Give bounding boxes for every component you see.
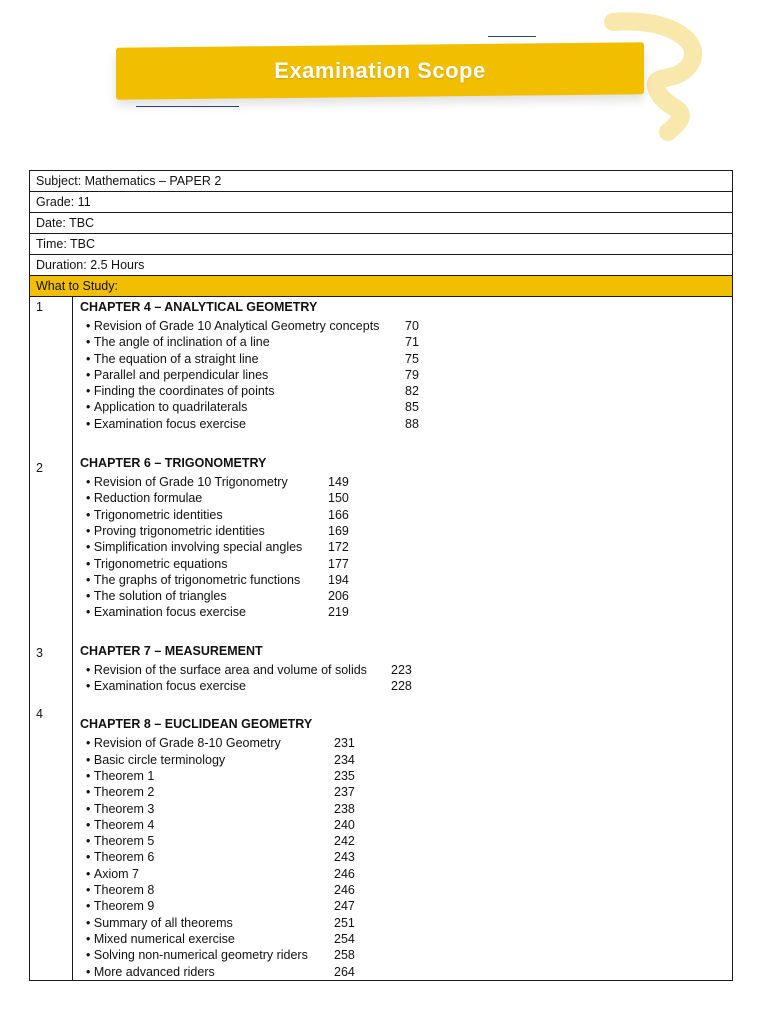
item-text: More advanced riders <box>93 964 215 979</box>
list-item: • Theorem 2 237 <box>86 785 355 800</box>
item-page: 234 <box>334 752 355 767</box>
item-page: 82 <box>405 384 419 399</box>
item-page: 219 <box>328 605 349 620</box>
item-page: 88 <box>405 416 419 431</box>
item-text: Theorem 9 <box>93 899 155 914</box>
item-text: Finding the coordinates of points <box>93 384 275 399</box>
item-text: Application to quadrilaterals <box>93 400 248 415</box>
item-page: 254 <box>334 931 355 946</box>
what-to-study-cell: What to Study: <box>30 276 733 297</box>
item-page: 150 <box>328 491 349 506</box>
item-text: Revision of the surface area and volume of solids <box>93 662 367 677</box>
item-page: 71 <box>405 335 419 350</box>
item-page: 237 <box>334 785 355 800</box>
chapter-section <box>79 715 726 979</box>
item-page: 251 <box>334 915 355 930</box>
list-item: • Examination focus exercise 228 <box>86 679 412 694</box>
item-text: Mixed numerical exercise <box>93 931 235 946</box>
list-item: • Theorem 6 243 <box>86 850 355 865</box>
item-text: Examination focus exercise <box>93 679 247 694</box>
item-text: Proving trigonometric identities <box>93 523 265 538</box>
item-text: Examination focus exercise <box>93 416 247 431</box>
list-item: • The graphs of trigonometric functions 194 <box>86 572 349 587</box>
list-item: • Application to quadrilaterals 85 <box>86 400 419 415</box>
item-page: 240 <box>334 817 355 832</box>
list-item: • Revision of Grade 10 Trigonometry 149 <box>86 475 349 490</box>
item-page: 264 <box>334 964 355 979</box>
item-page: 242 <box>334 834 355 849</box>
item-text: Revision of Grade 10 Analytical Geometry concepts <box>93 319 380 333</box>
item-text: Reduction formulae <box>93 491 203 506</box>
item-page: 85 <box>405 400 419 415</box>
chapter-section <box>79 642 726 695</box>
list-item: • Simplification involving special angles 172 <box>86 540 349 555</box>
list-item: • Theorem 8 246 <box>86 883 355 898</box>
list-item: • Parallel and perpendicular lines 79 <box>86 367 419 382</box>
chapter-section <box>79 454 726 621</box>
list-item: • Theorem 9 247 <box>86 899 355 914</box>
item-text: The solution of triangles <box>93 589 227 604</box>
list-item: • Axiom 7 246 <box>86 866 355 881</box>
list-item: • The solution of triangles 206 <box>86 589 349 604</box>
item-page: 75 <box>405 351 419 366</box>
item-page: 235 <box>334 768 355 783</box>
list-item: • The equation of a straight line 75 <box>86 351 419 366</box>
item-text: Revision of Grade 10 Trigonometry <box>93 475 288 490</box>
item-text: The angle of inclination of a line <box>93 335 270 350</box>
item-text: Solving non-numerical geometry riders <box>93 948 308 963</box>
list-item: • Revision of the surface area and volume of solids 223 <box>86 662 412 677</box>
item-page: 258 <box>334 948 355 963</box>
item-page: 231 <box>334 736 355 751</box>
list-item: • Theorem 4 240 <box>86 817 355 832</box>
item-page: 149 <box>328 475 349 490</box>
item-page: 79 <box>405 367 419 382</box>
list-item: • Basic circle terminology 234 <box>86 752 355 767</box>
item-text: Axiom 7 <box>93 866 140 881</box>
decorative-line-top <box>488 36 536 37</box>
item-page: 246 <box>334 883 355 898</box>
list-item: • Examination focus exercise 88 <box>86 416 419 431</box>
date-cell: Date: TBC <box>30 213 733 234</box>
list-item: • Trigonometric identities 166 <box>86 507 349 522</box>
item-text: Theorem 5 <box>93 834 155 849</box>
item-page: 172 <box>328 540 349 555</box>
item-page: 177 <box>328 556 349 571</box>
item-page: 206 <box>328 589 349 604</box>
item-page: 238 <box>334 801 355 816</box>
item-text: Simplification involving special angles <box>93 540 303 555</box>
item-page: 194 <box>328 572 349 587</box>
item-page: 228 <box>391 679 412 694</box>
list-item: • Revision of Grade 10 Analytical Geometry concepts 70 <box>86 319 419 333</box>
item-page: 169 <box>328 523 349 538</box>
list-item: • Examination focus exercise 219 <box>86 605 349 620</box>
grade-cell: Grade: 11 <box>30 192 733 213</box>
chapter-number: 2 <box>36 461 43 475</box>
item-text: Basic circle terminology <box>93 752 226 767</box>
list-item: • The angle of inclination of a line 71 <box>86 335 419 350</box>
item-text: Examination focus exercise <box>93 605 247 620</box>
chapter-number: 3 <box>36 646 43 660</box>
list-item: • Finding the coordinates of points 82 <box>86 384 419 399</box>
chapter-title: CHAPTER 8 – EUCLIDEAN GEOMETRY <box>80 717 313 732</box>
chapter-title: CHAPTER 6 – TRIGONOMETRY <box>80 456 267 471</box>
subject-cell: Subject: Mathematics – PAPER 2 <box>30 171 733 192</box>
item-text: Theorem 4 <box>93 817 155 832</box>
item-page: 243 <box>334 850 355 865</box>
page-title: Examination Scope <box>274 58 486 83</box>
item-text: Summary of all theorems <box>93 915 233 930</box>
item-text: The graphs of trigonometric functions <box>93 572 301 587</box>
item-text: Theorem 6 <box>93 850 155 865</box>
duration-cell: Duration: 2.5 Hours <box>30 255 733 276</box>
list-item: • Revision of Grade 8-10 Geometry 231 <box>86 736 355 751</box>
chapter-number-column <box>30 297 73 981</box>
item-page: 166 <box>328 507 349 522</box>
item-page: 247 <box>334 899 355 914</box>
list-item: • More advanced riders 264 <box>86 964 355 979</box>
chapter-section <box>79 298 726 432</box>
list-item: • Reduction formulae 150 <box>86 491 349 506</box>
item-text: Revision of Grade 8-10 Geometry <box>93 736 281 751</box>
item-text: Trigonometric identities <box>93 507 223 522</box>
list-item: • Summary of all theorems 251 <box>86 915 355 930</box>
item-text: Parallel and perpendicular lines <box>93 367 269 382</box>
list-item: • Trigonometric equations 177 <box>86 556 349 571</box>
item-text: Theorem 8 <box>93 883 155 898</box>
item-text: The equation of a straight line <box>93 351 259 366</box>
item-page: 223 <box>391 662 412 677</box>
item-page: 70 <box>405 319 419 333</box>
chapters-content <box>73 297 733 981</box>
item-text: Trigonometric equations <box>93 556 228 571</box>
chapter-title: CHAPTER 7 – MEASUREMENT <box>80 643 263 658</box>
item-text: Theorem 2 <box>93 785 155 800</box>
list-item: • Theorem 3 238 <box>86 801 355 816</box>
chapter-number: 4 <box>36 707 43 721</box>
list-item: • Proving trigonometric identities 169 <box>86 523 349 538</box>
list-item: • Solving non-numerical geometry riders 258 <box>86 948 355 963</box>
chapter-title: CHAPTER 4 – ANALYTICAL GEOMETRY <box>80 300 318 314</box>
list-item: • Theorem 1 235 <box>86 768 355 783</box>
item-text: Theorem 3 <box>93 801 155 816</box>
scope-table <box>29 170 733 981</box>
item-page: 246 <box>334 866 355 881</box>
list-item: • Mixed numerical exercise 254 <box>86 931 355 946</box>
time-cell: Time: TBC <box>30 234 733 255</box>
item-text: Theorem 1 <box>93 768 155 783</box>
decorative-line-bottom <box>136 106 239 107</box>
chapter-number: 1 <box>36 300 43 314</box>
list-item: • Theorem 5 242 <box>86 834 355 849</box>
